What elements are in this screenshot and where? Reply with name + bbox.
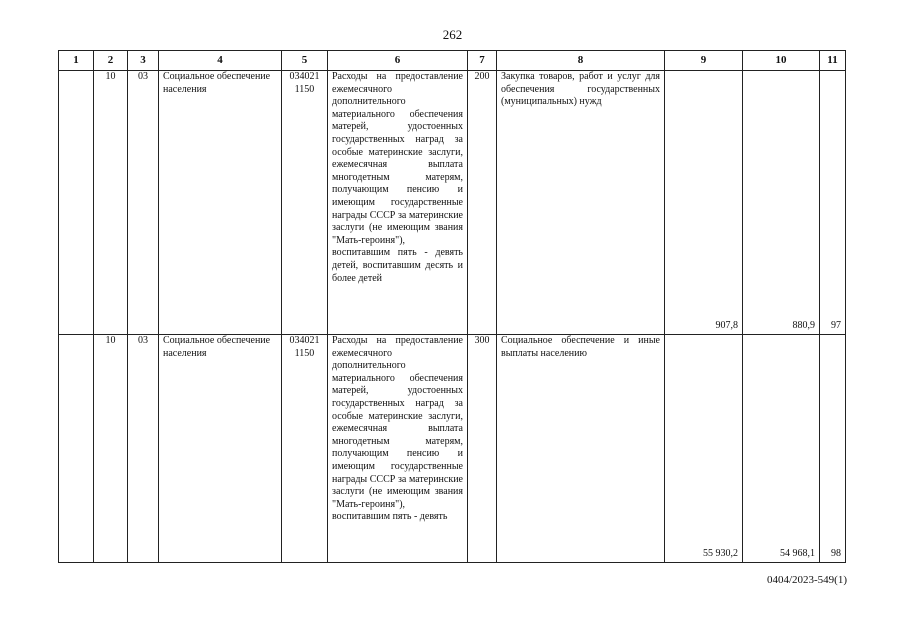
executed-amount-cell: 880,9 — [743, 71, 820, 335]
expense-type-code-cell: 200 — [468, 71, 497, 335]
document-code: 0404/2023-549(1) — [766, 574, 847, 586]
header-cell: 7 — [468, 51, 497, 71]
subsection-name-cell: Социальное обеспечение населения — [159, 71, 282, 335]
expense-type-name-cell: Социальное обеспечение и иные выплаты населению — [497, 335, 665, 563]
percent-cell: 98 — [820, 335, 846, 563]
header-cell: 11 — [820, 51, 846, 71]
header-cell: 8 — [497, 51, 665, 71]
header-cell: 10 — [743, 51, 820, 71]
target-article-cell: 034021 1150 — [282, 71, 328, 335]
header-cell: 6 — [328, 51, 468, 71]
subsection-name-cell: Социальное обеспечение населения — [159, 335, 282, 563]
budget-table — [58, 50, 846, 563]
amount-cell: 907,8 — [665, 71, 743, 335]
expense-type-name-cell: Закупка товаров, работ и услуг для обеспечения государственных (муниципальных) нужд — [497, 71, 665, 335]
table-row — [59, 71, 846, 335]
header-cell: 5 — [282, 51, 328, 71]
section-code-cell: 10 — [94, 335, 128, 563]
percent-cell: 97 — [820, 71, 846, 335]
header-cell: 9 — [665, 51, 743, 71]
header-cell: 2 — [94, 51, 128, 71]
section-code-cell: 10 — [94, 71, 128, 335]
subsection-code-cell: 03 — [128, 335, 159, 563]
subsection-code-cell: 03 — [128, 71, 159, 335]
table-row — [59, 335, 846, 563]
executed-amount-cell: 54 968,1 — [743, 335, 820, 563]
page-number: 262 — [442, 27, 463, 42]
amount-cell: 55 930,2 — [665, 335, 743, 563]
header-cell: 4 — [159, 51, 282, 71]
header-cell: 1 — [59, 51, 94, 71]
target-article-cell: 034021 1150 — [282, 335, 328, 563]
row-index-cell — [59, 335, 94, 563]
table-header-row — [59, 51, 846, 71]
article-name-cell: Расходы на предоставление ежемесячного дополнительного материального обеспечения матерей, удостоенных государственных наград за особые материнские заслуги, ежемесячная выплата многодетным матерям, получающим пенсию и имеющим государственные награды СССР за материнские заслуги (не имеющим звания "Мать-героиня"), воспитавшим пять - девять детей, воспитавшим десять и более детей — [328, 71, 468, 335]
row-index-cell — [59, 71, 94, 335]
expense-type-code-cell: 300 — [468, 335, 497, 563]
article-name-cell: Расходы на предоставление ежемесячного дополнительного материального обеспечения матерей, удостоенных государственных наград за особые материнские заслуги, ежемесячная выплата многодетным матерям, получающим пенсию и имеющим государственные награды СССР за материнские заслуги (не имеющим звания "Мать-героиня"), воспитавшим пять - девять — [328, 335, 468, 563]
header-cell: 3 — [128, 51, 159, 71]
